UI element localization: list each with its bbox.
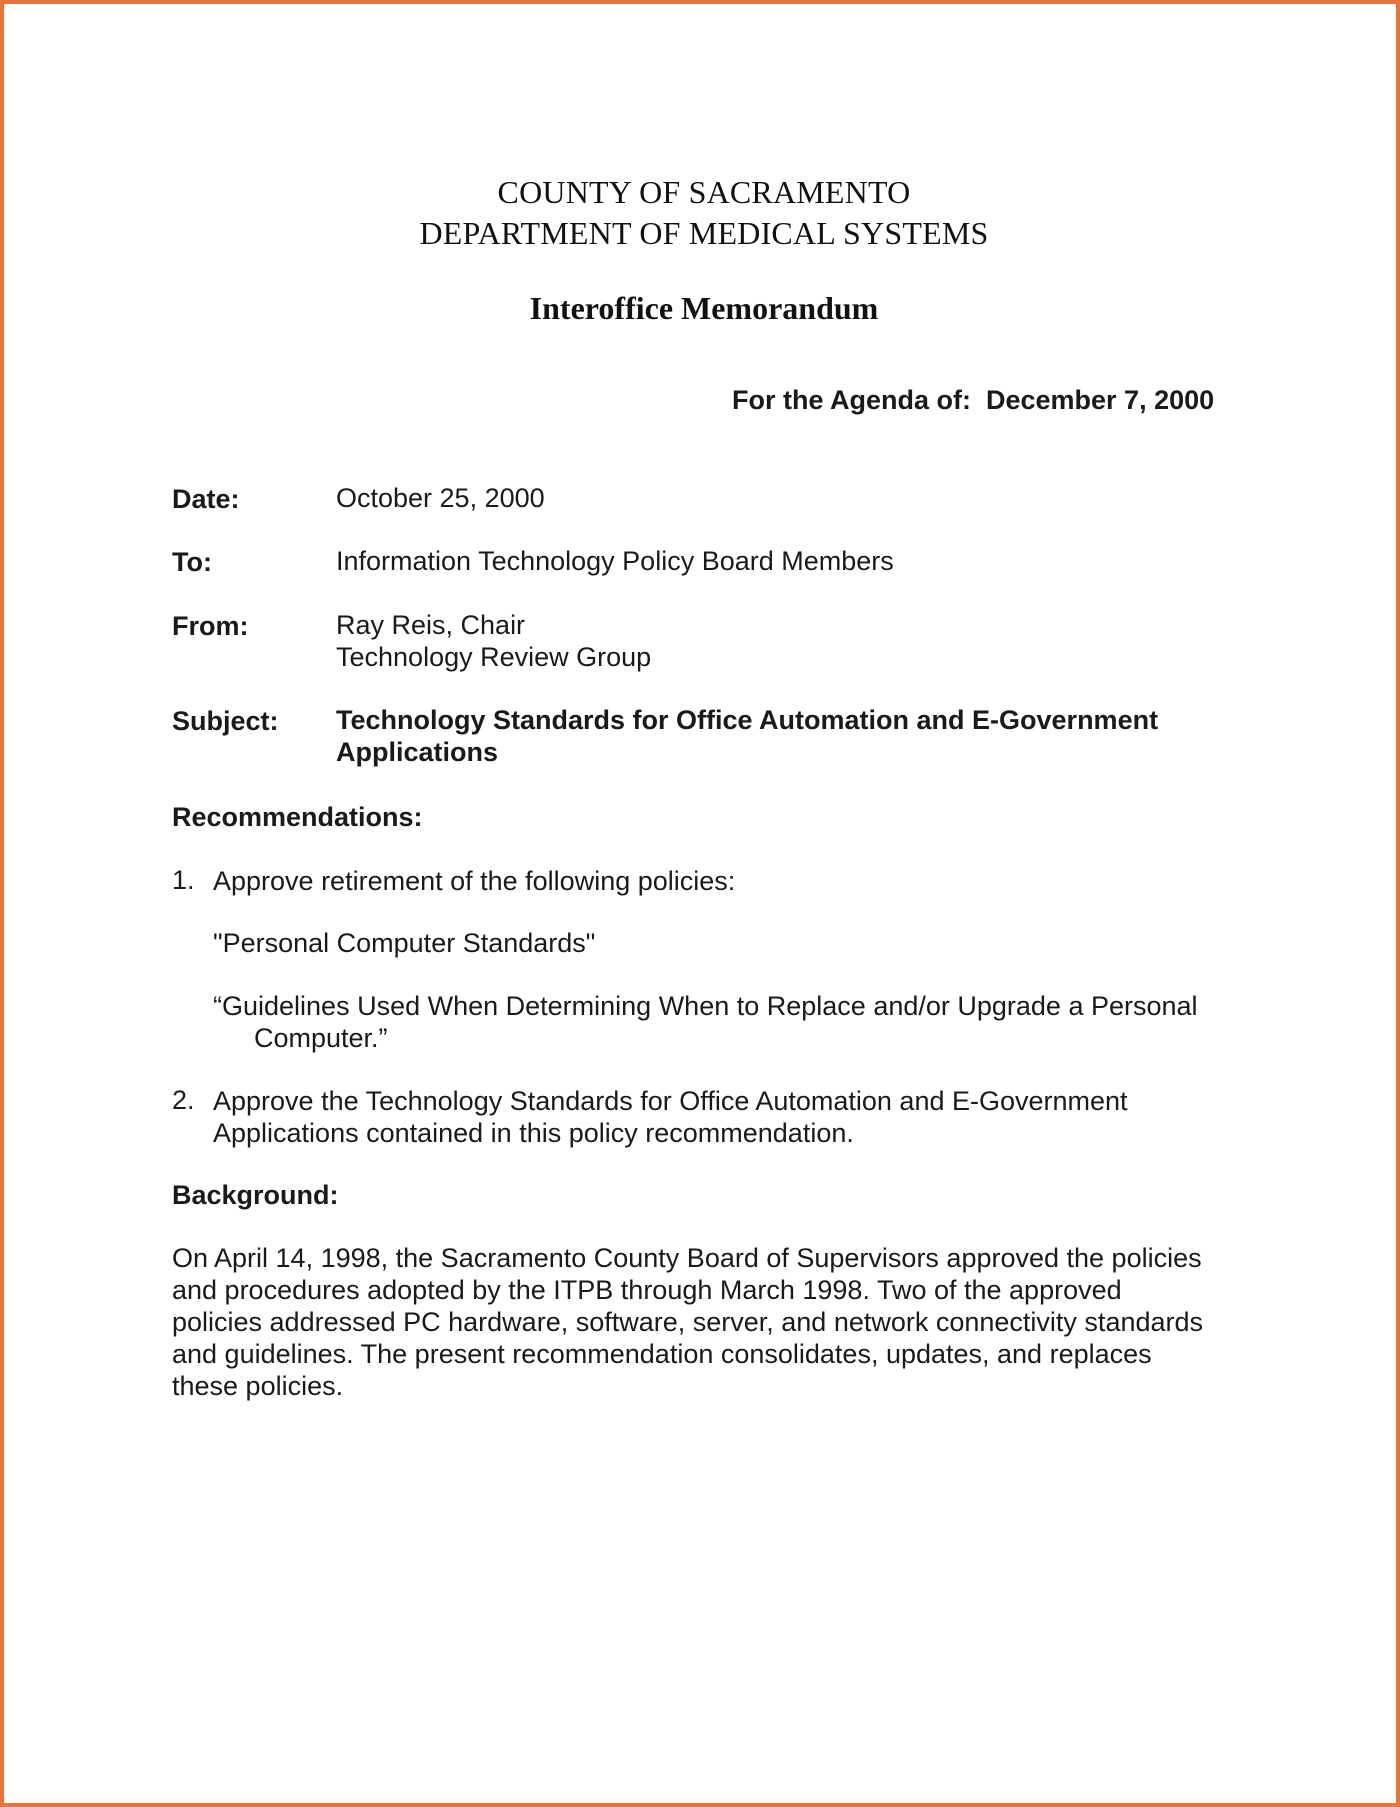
background-line: and procedures adopted by the ITPB through March 1998. Two of the approved [172,1275,1122,1305]
item-2-line-1: Approve the Technology Standards for Office Automation and E-Government [213,1086,1128,1116]
subject-line-2: Applications [336,737,499,767]
quote-guidelines-line-1: “Guidelines Used When Determining When to Replace and/or Upgrade a Personal [213,991,1198,1021]
item-2-line-2: Applications contained in this policy recommendation. [213,1118,854,1148]
county-title: COUNTY OF SACRAMENTO [497,174,911,210]
subject-line-1: Technology Standards for Office Automation and E-Government [336,705,1159,735]
background-line: these policies. [172,1371,344,1401]
quote-guidelines [213,990,1198,1054]
subject-label: Subject: [172,706,279,736]
from-label: From: [172,611,249,641]
background-line: and guidelines. The present recommendation consolidates, updates, and replaces [172,1339,1152,1369]
item-1-number: 1. [172,865,195,895]
to-label: To: [172,547,212,577]
from-group: Technology Review Group [336,642,652,672]
background-line: policies addressed PC hardware, software, server, and network connectivity standards [172,1307,1204,1337]
department-title: DEPARTMENT OF MEDICAL SYSTEMS [419,215,989,251]
date-value: October 25, 2000 [336,483,545,513]
quote-guidelines-line-2: Computer.” [254,1023,388,1053]
background-line: On April 14, 1998, the Sacramento County Board of Supervisors approved the policies [172,1243,1202,1273]
background-heading: Background: [172,1180,339,1210]
agenda-line: For the Agenda of: December 7, 2000 [732,385,1215,415]
subject-value [336,704,1158,768]
to-value: Information Technology Policy Board Members [336,546,894,576]
quote-personal-computer-standards: "Personal Computer Standards" [213,928,596,958]
from-value [336,609,651,673]
date-label: Date: [172,484,240,514]
recommendations-heading: Recommendations: [172,802,423,832]
from-name: Ray Reis, Chair [336,610,526,640]
item-1-text: Approve retirement of the following policies: [213,866,736,896]
item-2-text [213,1085,1128,1149]
memo-title: Interoffice Memorandum [529,290,879,326]
background-paragraph [172,1242,1252,1402]
item-2-number: 2. [172,1085,195,1115]
